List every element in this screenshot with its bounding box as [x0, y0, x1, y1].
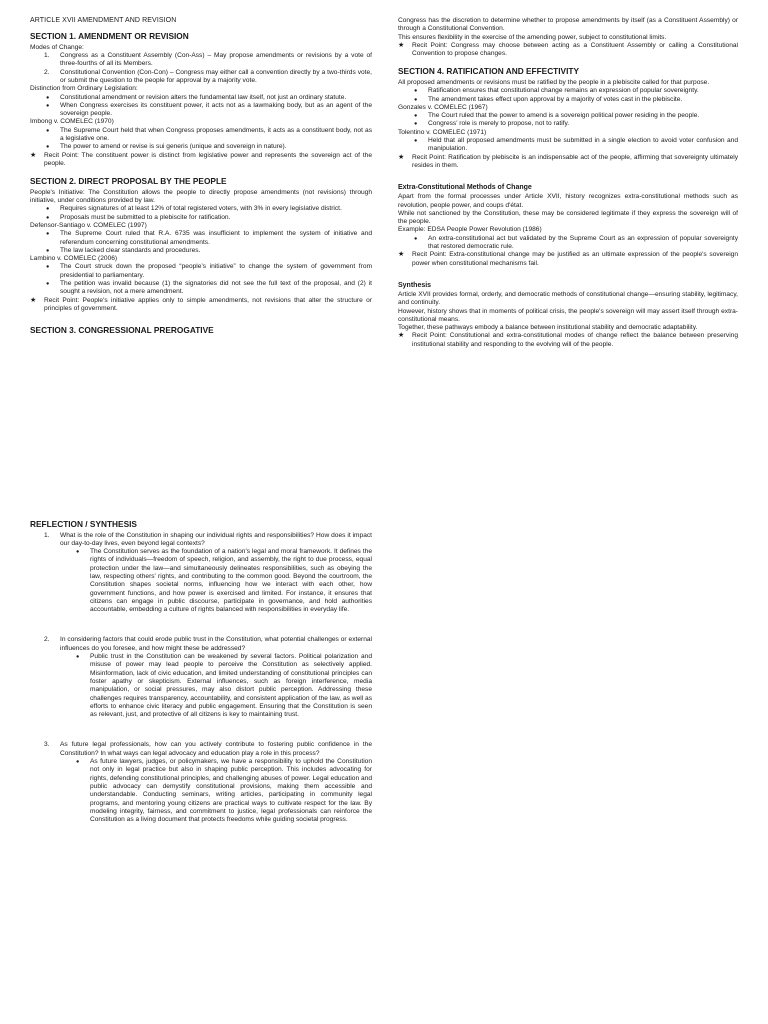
synthesis-heading: Synthesis	[398, 281, 432, 289]
right-column	[398, 17, 738, 349]
case-bullets	[398, 137, 738, 154]
distinction-list	[30, 94, 372, 119]
question-list	[30, 532, 372, 825]
case-title: Tolentino v. COMELEC (1971)	[398, 128, 487, 136]
recit-point: ★ Recit Point: People's initiative applies only to simple amendments, not revisions that alter the structure or principles of government.	[30, 296, 372, 312]
list-item: ● When Congress exercises its constituent power, it acts not as a lawmaking body, but as an agent of the sovereign people.	[30, 102, 372, 119]
recit-point: ★ Recit Point: Congress may choose between acting as a Constituent Assembly or calling a Constitutional Convention to propose changes.	[398, 41, 738, 58]
example-bullets	[398, 235, 738, 252]
list-item: ● An extra-constitutional act but validated by the Supreme Court as an expression of popular sovereignty that restored democratic rule.	[398, 235, 738, 252]
section-3-para: This ensures flexibility in the exercise of the amending power, subject to constitutional limits.	[398, 33, 667, 41]
section-2-intro: People's Initiative: The Constitution allows the people to directly propose amendments (not revisions) through initiative, under conditions provided by law.	[30, 188, 372, 205]
case-title: Lambino v. COMELEC (2006)	[30, 255, 118, 263]
question-text: As future legal professionals, how can you actively contribute to fostering public confidence in the Constitution? In what ways can legal advocacy and education play a role in this process?	[60, 741, 372, 757]
star-icon: ★	[30, 296, 37, 304]
question-text: What is the role of the Constitution in shaping our individual rights and responsibilities? How does it impact our day-to-day lives, even beyond legal contexts?	[60, 531, 372, 547]
distinction-label: Distinction from Ordinary Legislation:	[30, 85, 138, 93]
list-item: ● The Court ruled that the power to amend is a sovereign political power residing in the people.	[398, 112, 738, 120]
list-item: ● Proposals must be submitted to a plebiscite for ratification.	[30, 214, 372, 222]
list-item: ● The law lacked clear standards and procedures.	[30, 247, 372, 255]
list-item: ● The petition was invalid because (1) the signatories did not see the full text of the proposal, and (2) it sought a revision, not a mere amendment.	[30, 280, 372, 297]
extra-constitutional-heading: Extra-Constitutional Methods of Change	[398, 184, 532, 192]
left-column	[30, 17, 372, 338]
extra-para: Apart from the formal processes under Article XVII, history recognizes extra-constitutional methods such as revolution, people power, and coups d'état.	[398, 193, 738, 209]
reflection-heading: REFLECTION / SYNTHESIS	[30, 519, 137, 529]
example-label: Example: EDSA People Power Revolution (1986)	[398, 226, 542, 234]
section-4-intro: All proposed amendments or revisions must be ratified by the people in a plebiscite called for that purpose.	[398, 78, 710, 86]
list-item: 2. Constitutional Convention (Con-Con) – Congress may either call a convention directly by a two-thirds vote, or submit the question to the people for approval by a majority vote.	[44, 68, 372, 84]
list-item: ● Ratification ensures that constitutional change remains an expression of popular sovereignty.	[398, 87, 738, 95]
list-item: ● The amendment takes effect upon approval by a majority of votes cast in the plebiscite.	[398, 96, 738, 104]
reflection-section	[30, 520, 372, 846]
intro-bullets	[398, 87, 738, 104]
question-item: 3. As future legal professionals, how can you actively contribute to fostering public confidence in the Constitution? In what ways can legal advocacy and education play a role in this process? ● As future lawyers, judges, or policymakers, we have a responsibility to uphold the Constitution not only in legal practice but also in shaping public perception. This includes advocating for rights, defending constitutional principles, and challenging abuses of power. Legal education and public advocacy can demystify constitutional provisions, making them accessible and understandable. Conducting seminars, writing articles, participating in community legal programs, and mentoring young citizens are practical ways to cultivate respect for the law. By modeling integrity, fairness, and commitment to justice, legal professionals can reinforce the Constitution as a living document that protects freedoms while guiding societal progress.	[30, 741, 372, 824]
answer-text: ● As future lawyers, judges, or policymakers, we have a responsibility to uphold the Constitution not only in legal practice but also in shaping public perception. This includes advocating for rights, defending constitutional principles, and challenging abuses of power. Legal education and public advocacy can demystify constitutional provisions, making them accessible and understandable. Conducting seminars, writing articles, participating in community legal programs, and mentoring young citizens are practical ways to cultivate respect for the law. By modeling integrity, fairness, and commitment to justice, legal professionals can reinforce the Constitution as a living document that protects freedoms while guiding societal progress.	[74, 758, 372, 824]
section-2	[30, 177, 372, 313]
section-1	[30, 32, 372, 168]
star-icon: ★	[398, 251, 405, 259]
list-item: ● Requires signatures of at least 12% of total registered voters, with 3% in every legislative district.	[30, 205, 372, 213]
case-title: Imbong v. COMELEC (1970)	[30, 118, 114, 126]
star-icon: ★	[398, 332, 405, 340]
question-item: 2. In considering factors that could erode public trust in the Constitution, what potential challenges or external influences do you foresee, and how might these be addressed? ● Public trust in the Constitution can be weakened by several factors. Political polarization and misuse of power may lead people to perceive the Constitution as selectively applied. Misinformation, lack of civic education, and limited understanding of constitutional principles can foster apathy or skepticism. External influences, such as foreign interference, media manipulation, or social pressures, may also distort public perception. Addressing these challenges requires transparency, accountability, and consistent application of the law, as well as efforts to enhance civic literacy and public engagement. Ensuring that the Constitution is seen as relevant, just, and protective of all citizens is key to maintaining trust.	[30, 636, 372, 719]
extra-constitutional-section	[398, 183, 738, 268]
modes-list	[30, 52, 372, 85]
case-bullets	[30, 127, 372, 152]
modes-label: Modes of Change:	[30, 43, 84, 51]
synthesis-para: Together, these pathways embody a balance between institutional stability and democratic adaptability.	[398, 324, 698, 332]
question-item: 1. What is the role of the Constitution in shaping our individual rights and responsibilities? How does it impact our day-to-day lives, even beyond legal contexts? ● The Constitution serves as the foundation of a nation's legal and moral framework. It defines the rights of individuals—freedom of speech, religion, and assembly, the right to due process, equal protection under the law—and simultaneously delineates responsibilities, such as obeying the law, respecting others' rights, and contributing to the common good. Beyond the courtroom, the Constitution shapes societal norms, influencing how we interact with each other, how government functions, and how power is exercised and limited. For instance, it ensures that citizens can engage in public discourse, participate in governance, and hold authorities accountable, embedding a culture of rights balanced with responsibilities in everyday life.	[30, 532, 372, 615]
synthesis-para: Article XVII provides formal, orderly, and democratic methods of constitutional change—ensuring stability, legitimacy, and continuity.	[398, 290, 738, 307]
star-icon: ★	[398, 41, 405, 49]
section-1-heading: SECTION 1. AMENDMENT OR REVISION	[30, 31, 189, 42]
list-item: ● The Supreme Court held that when Congress proposes amendments, it acts as a constituent body, not as a legislative one.	[30, 127, 372, 144]
star-icon: ★	[398, 153, 405, 161]
list-item: ● Held that all proposed amendments must be submitted in a single election to avoid voter confusion and manipulation.	[398, 137, 738, 154]
list-item: ● Congress' role is merely to propose, not to ratify.	[398, 120, 738, 128]
list-item: ● The Supreme Court ruled that R.A. 6735 was insufficient to implement the system of initiative and referendum concerning constitutional amendments.	[30, 230, 372, 247]
recit-point: ★ Recit Point: The constituent power is distinct from legislative power and represents the sovereign act of the people.	[30, 151, 372, 167]
synthesis-section	[398, 281, 738, 349]
answer-text: ● The Constitution serves as the foundation of a nation's legal and moral framework. It defines the rights of individuals—freedom of speech, religion, and assembly, the right to due process, equal protection under the law—and simultaneously delineates responsibilities, such as obeying the law, respecting others' rights, and contributing to the common good. Beyond the courtroom, the Constitution shapes societal norms, influencing how we interact with each other, how government functions, and how power is exercised and limited. For instance, it ensures that citizens can engage in public discourse, participate in governance, and hold authorities accountable, embedding a culture of rights balanced with responsibilities in everyday life.	[74, 548, 372, 614]
recit-point: ★ Recit Point: Constitutional and extra-constitutional modes of change reflect the balance between preserving institutional stability and responding to the evolving will of the people.	[398, 332, 738, 348]
case-bullets	[398, 112, 738, 129]
section-4	[398, 67, 738, 170]
list-item: 1. Congress as a Constituent Assembly (Con-Ass) – May propose amendments or revisions by a vote of three-fourths of all its Members.	[44, 52, 372, 68]
case-bullets	[30, 263, 372, 296]
intro-bullets	[30, 205, 372, 222]
section-3-para: Congress has the discretion to determine whether to propose amendments by itself (as a Constituent Assembly) or through a Constitutional Convention.	[398, 17, 738, 33]
list-item: ● The power to amend or revise is sui generis (unique and sovereign in nature).	[30, 143, 372, 151]
star-icon: ★	[30, 151, 37, 159]
section-4-heading: SECTION 4. RATIFICATION AND EFFECTIVITY	[398, 66, 579, 77]
question-text: In considering factors that could erode public trust in the Constitution, what potential challenges or external influences do you foresee, and how might these be addressed?	[60, 636, 372, 652]
case-title: Gonzales v. COMELEC (1967)	[398, 103, 488, 111]
list-item: ● Constitutional amendment or revision alters the fundamental law itself, not just an ordinary statute.	[30, 94, 372, 102]
section-3-heading: SECTION 3. CONGRESSIONAL PREROGATIVE	[30, 325, 214, 336]
case-bullets	[30, 230, 372, 255]
recit-point: ★ Recit Point: Extra-constitutional change may be justified as an ultimate expression of the people's sovereign power when constitutional mechanisms fail.	[398, 251, 738, 267]
case-title: Defensor-Santiago v. COMELEC (1997)	[30, 221, 147, 229]
recit-point: ★ Recit Point: Ratification by plebiscite is an indispensable act of the people, affirming that sovereignty ultimately resides in them.	[398, 153, 738, 169]
synthesis-para: However, history shows that in moments of political crisis, the people's sovereign will may assert itself through extra-constitutional means.	[398, 307, 738, 323]
extra-para: While not sanctioned by the Constitution, these may be considered legitimate if they express the sovereign will of the people.	[398, 209, 738, 226]
section-2-heading: SECTION 2. DIRECT PROPOSAL BY THE PEOPLE	[30, 176, 227, 187]
document-title: ARTICLE XVII AMENDMENT AND REVISION	[30, 17, 177, 24]
list-item: ● The Court struck down the proposed “people’s initiative” to change the system of government from presidential to parliamentary.	[30, 263, 372, 280]
answer-text: ● Public trust in the Constitution can be weakened by several factors. Political polarization and misuse of power may lead people to perceive the Constitution as selectively applied. Misinformation, lack of civic education, and limited understanding of constitutional principles can foster apathy or skepticism. External influences, such as foreign interference, media manipulation, or social pressures, may also distort public perception. Addressing these challenges requires transparency, accountability, and consistent application of the law, as well as efforts to enhance civic literacy and public engagement. Ensuring that the Constitution is seen as relevant, just, and protective of all citizens is key to maintaining trust.	[74, 653, 372, 719]
